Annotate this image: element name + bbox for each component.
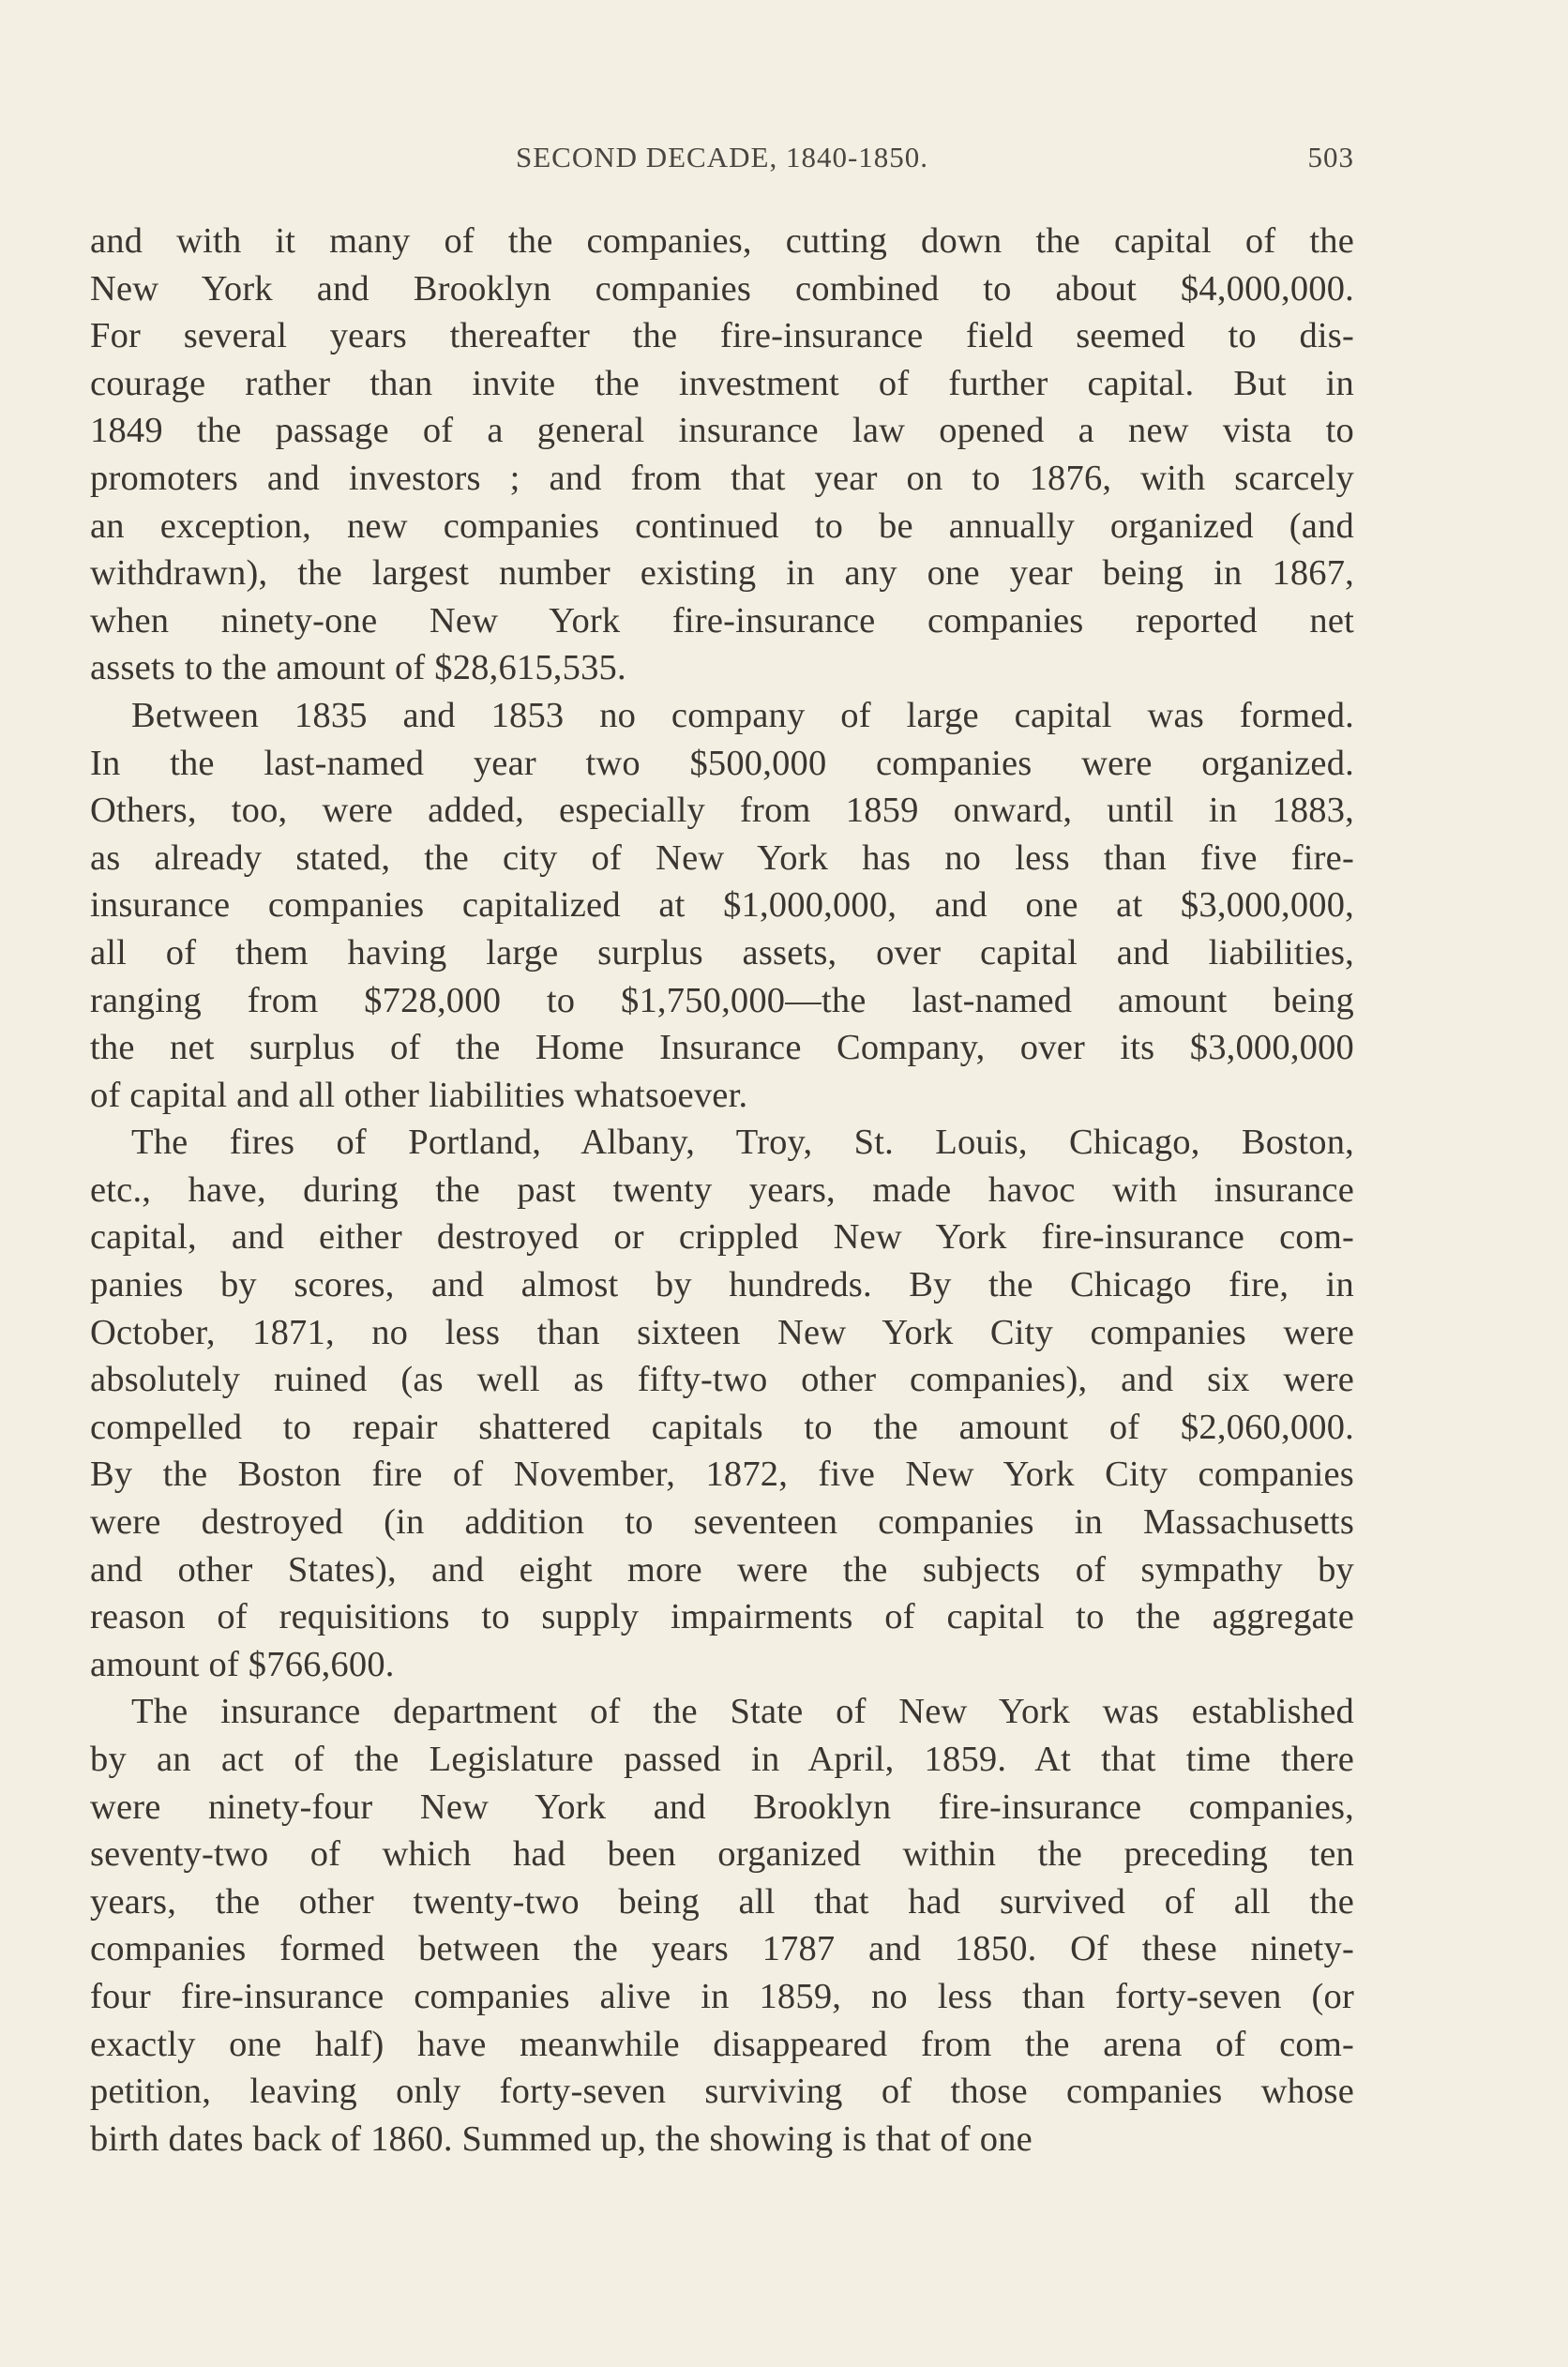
text-line: courage rather than invite the investment of further capital. But in	[90, 363, 1354, 403]
text-line: seventy-two of which had been organized within the preceding ten	[90, 1834, 1354, 1875]
text-line: absolutely ruined (as well as fifty-two other companies), and six were	[90, 1360, 1354, 1400]
text-line: Between 1835 and 1853 no company of large capital was formed.	[131, 695, 1354, 735]
text-line: promoters and investors ; and from that year on to 1876, with scarcely	[90, 458, 1354, 498]
text-line: as already stated, the city of New York has no less than five fire-	[90, 837, 1354, 878]
body-text	[90, 218, 1354, 2163]
text-line: The insurance department of the State of New York was established	[131, 1692, 1354, 1732]
text-line: the net surplus of the Home Insurance Company, over its $3,000,000	[90, 1028, 1354, 1068]
text-line: etc., have, during the past twenty years, made havoc with insurance	[90, 1169, 1354, 1210]
text-line: New York and Brooklyn companies combined to about $4,000,000.	[90, 268, 1354, 309]
text-line: and with it many of the companies, cutting down the capital of the	[90, 221, 1354, 261]
text-line: an exception, new companies continued to be annually organized (and	[90, 505, 1354, 546]
text-line: ranging from $728,000 to $1,750,000—the last-named amount being	[90, 980, 1354, 1020]
paragraph	[90, 692, 1354, 1119]
text-line: withdrawn), the largest number existing in any one year being in 1867,	[90, 553, 1354, 594]
text-line: compelled to repair shattered capitals to the amount of $2,060,000.	[90, 1407, 1354, 1447]
text-line: capital, and either destroyed or crippled New York fire-insurance com-	[90, 1217, 1354, 1258]
text-line: years, the other twenty-two being all that had survived of all the	[90, 1881, 1354, 1922]
text-line: insurance companies capitalized at $1,000,000, and one at $3,000,000,	[90, 885, 1354, 926]
paragraph	[90, 1688, 1354, 2163]
text-line: birth dates back of 1860. Summed up, the showing is that of one	[90, 2118, 1033, 2159]
text-line: were destroyed (in addition to seventeen companies in Massachusetts	[90, 1502, 1354, 1543]
text-line: reason of requisitions to supply impairments of capital to the aggregate	[90, 1597, 1354, 1637]
text-line: panies by scores, and almost by hundreds. By the Chicago fire, in	[90, 1265, 1354, 1305]
page-number: 503	[1307, 141, 1354, 173]
text-line: were ninety-four New York and Brooklyn fire-insurance companies,	[90, 1787, 1354, 1827]
running-head-title: SECOND DECADE, 1840-1850.	[515, 141, 929, 173]
text-line: when ninety-one New York fire-insurance companies reported net	[90, 600, 1354, 641]
text-line: In the last-named year two $500,000 companies were organized.	[90, 743, 1354, 783]
text-line: October, 1871, no less than sixteen New York City companies were	[90, 1312, 1354, 1352]
running-head	[90, 141, 1354, 182]
text-line: Others, too, were added, especially from 1859 onward, until in 1883,	[90, 791, 1354, 831]
paragraph	[90, 1119, 1354, 1688]
text-line: For several years thereafter the fire-insurance field seemed to dis-	[90, 316, 1354, 356]
text-line: By the Boston fire of November, 1872, five New York City companies	[90, 1455, 1354, 1495]
paragraph	[90, 218, 1354, 692]
text-line: and other States), and eight more were the subjects of sympathy by	[90, 1549, 1354, 1590]
text-line: exactly one half) have meanwhile disappeared from the arena of com-	[90, 2024, 1354, 2064]
text-line: amount of $766,600.	[90, 1644, 395, 1684]
text-line: petition, leaving only forty-seven surviving of those companies whose	[90, 2072, 1354, 2112]
text-line: companies formed between the years 1787 and 1850. Of these ninety-	[90, 1929, 1354, 1969]
text-line: all of them having large surplus assets, over capital and liabilities,	[90, 932, 1354, 972]
text-line: The fires of Portland, Albany, Troy, St. Louis, Chicago, Boston,	[131, 1123, 1354, 1163]
text-line: by an act of the Legislature passed in April, 1859. At that time there	[90, 1740, 1354, 1779]
text-line: of capital and all other liabilities whatsoever.	[90, 1075, 748, 1115]
text-line: assets to the amount of $28,615,535.	[90, 648, 626, 688]
text-line: four fire-insurance companies alive in 1859, no less than forty-seven (or	[90, 1976, 1354, 2016]
text-line: 1849 the passage of a general insurance law opened a new vista to	[90, 411, 1354, 451]
